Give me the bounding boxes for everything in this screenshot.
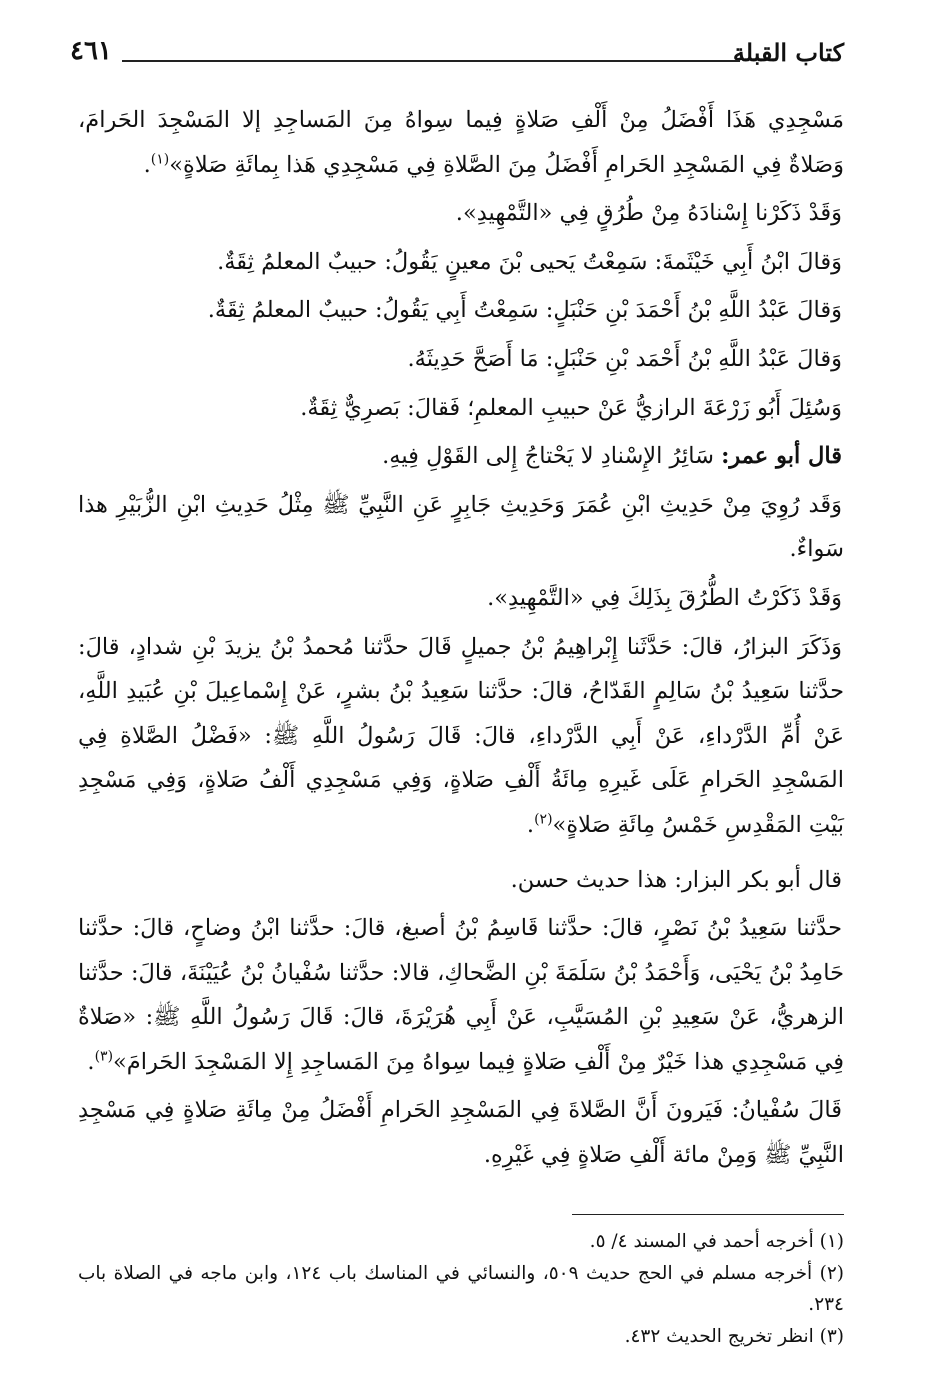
paragraph: وَذَكَرَ البزارُ، قالَ: حَدَّثَنا إِبْراهِيمُ بْنُ جميلٍ قَالَ حدَّثنا مُحمدُ بْنُ يزيدَ بْنِ شدادٍ، قالَ: حدَّثنا سَعِيدُ بْنُ سَالِمٍ القَدّاحُ، قالَ: حدَّثنا سَعِيدُ بْنُ بشرٍ، عَنْ إِسْماعِيلَ بْنِ عُبَيدِ اللَّهِ، عَنْ أُمِّ الدَّرْداءِ، عَنْ أَبِي الدَّرْداءِ، قالَ: قَالَ رَسُولُ اللَّهِ ﷺ: «فَضْلُ الصَّلاةِ فِي المَسْجِدِ الحَرامِ عَلَى غَيرِهِ مِائَةُ أَلْفِ صَلاةٍ، وَفِي مَسْجِدِي أَلْفُ صَلاةٍ، وَفِي مَسْجِدِ بَيْتِ المَقْدِسِ خَمْسُ مِائَةِ صَلاةٍ»$^{(٢)}$. bbox=[78, 633, 844, 838]
paragraph: قال أبو بكر البزار: هذا حديث حسن. bbox=[510, 866, 842, 893]
paragraph: مَسْجِدِي هَذَا أَفْضَلُ مِنْ أَلْفِ صَلاةٍ فِيما سِواهُ مِنَ المَساجِدِ إلا المَسْجِدَ الحَرامَ، وَصَلاةٌ فِي المَسْجِدِ الحَرامِ أَفْضَلُ مِنَ الصَّلاةِ فِي مَسْجِدِي هَذا بِمائَةِ صَلاةٍ»$^{(١)}$. bbox=[78, 107, 844, 178]
footnote-ref: (٢) bbox=[534, 811, 553, 828]
paragraph: وَسُئِلَ أَبُو زَرْعَةَ الرازيُّ عَنْ حبيبِ المعلمِ؛ فَقالَ: بَصرِيٌّ ثِقَةٌ. bbox=[300, 394, 842, 421]
paragraph: وَقالَ عَبْدُ اللَّهِ بْنُ أَحْمَد بْنِ حَنْبَلٍ: مَا أَصَحَّ حَدِيثَهُ. bbox=[407, 345, 842, 372]
footnote-ref: (١) bbox=[150, 151, 170, 168]
footnote: (٢) أخرجه مسلم في الحج حديث ٥٠٩، والنسائي في المناسك باب ١٢٤، وابن ماجه في الصلاة باب ٢٣٤. bbox=[78, 1262, 845, 1315]
page-number: ٤٦١ bbox=[70, 36, 112, 66]
paragraph: حدَّثنا سَعِيدُ بْنُ نَصْرٍ، قالَ: حدَّثنا قَاسِمُ بْنُ أصبغ، قالَ: حدَّثنا ابْنُ وضاحٍ، قالَ: حدَّثنا حَامِدُ بْنُ يَحْيَى، وَأَحْمَدُ بْنُ سَلَمَةَ بْنِ الضَّحاكِ، قالا: حدَّثنا سُفْيانُ بْنُ عُيَيْنَةَ، قالَ: حدَّثنا الزهريُّ، عَنْ سَعِيدِ بْنِ المُسَيَّبِ، عَنْ أَبِي هُرَيْرَةَ، قالَ: قَالَ رَسُولُ اللَّهِ ﷺ: «صَلاةٌ فِي مَسْجِدِي هذا خَيْرٌ مِنْ أَلْفِ صَلاةٍ فِيما سِواهُ مِنَ المَساجِدِ إِلا المَسْجِدَ الحَرامَ»$^{(٣)}$. bbox=[78, 915, 844, 1075]
paragraph: قال أبو عمر: سَائِرُ الإِسْنادِ لا يَحْتاجُ إِلى القَوْلِ فِيهِ. bbox=[382, 443, 842, 470]
footnote-separator bbox=[572, 1214, 844, 1215]
footnote: (١) أخرجه أحمد في المسند ٤/ ٥. bbox=[589, 1231, 844, 1252]
footnote-ref: (٣) bbox=[94, 1048, 114, 1065]
paragraph: وَقَد رُوِيَ مِنْ حَدِيثِ ابْنِ عُمَرَ وَحَدِيثِ جَابِرٍ عَنِ النَّبِيِّ ﷺ مِثْلُ حَدِيثِ ابْنِ الزُّبَيْرِ هذا سَواءٌ. bbox=[78, 491, 844, 563]
page-header bbox=[70, 36, 844, 76]
footnotes bbox=[78, 1226, 844, 1352]
paragraph: وَقالَ عَبْدُ اللَّهِ بْنُ أَحْمَدَ بْنِ حَنْبَلٍ: سَمِعْتُ أَبِي يَقُولُ: حبيبٌ المعلمُ ثِقَةٌ. bbox=[207, 297, 842, 324]
paragraph: قَالَ سُفْيانُ: فَيَرونَ أَنَّ الصَّلاةَ فِي المَسْجِدِ الحَرامِ أَفْضَلُ مِنْ مِائَةِ صَلاةٍ فِي مَسْجِدِ النَّبِيِّ ﷺ وَمِنْ مائة أَلْفِ صَلاةٍ فِي غَيْرِهِ. bbox=[78, 1097, 844, 1169]
main-text bbox=[78, 98, 844, 1182]
chapter-title: كتاب القبلة bbox=[732, 38, 844, 67]
paragraph: وَقَدْ ذَكَرْنا إِسْنادَهُ مِنْ طُرُقٍ فِي «التَّمْهِيدِ». bbox=[455, 200, 842, 227]
footnote: (٣) انظر تخريج الحديث ٤٣٢. bbox=[624, 1325, 844, 1347]
paragraph: وَقالَ ابْنُ أَبِي خَيْثَمةَ: سَمِعْتُ يَحيى بْنَ معينٍ يَقُولُ: حبيبٌ المعلمُ ثِقَةٌ. bbox=[217, 248, 842, 275]
paragraph: وَقَدْ ذَكَرْتُ الطُّرُقَ بِذَلِكَ فِي «التَّمْهِيدِ». bbox=[487, 584, 842, 611]
speaker-label: قال أبو عمر: bbox=[721, 443, 842, 470]
header-rule bbox=[122, 60, 740, 62]
